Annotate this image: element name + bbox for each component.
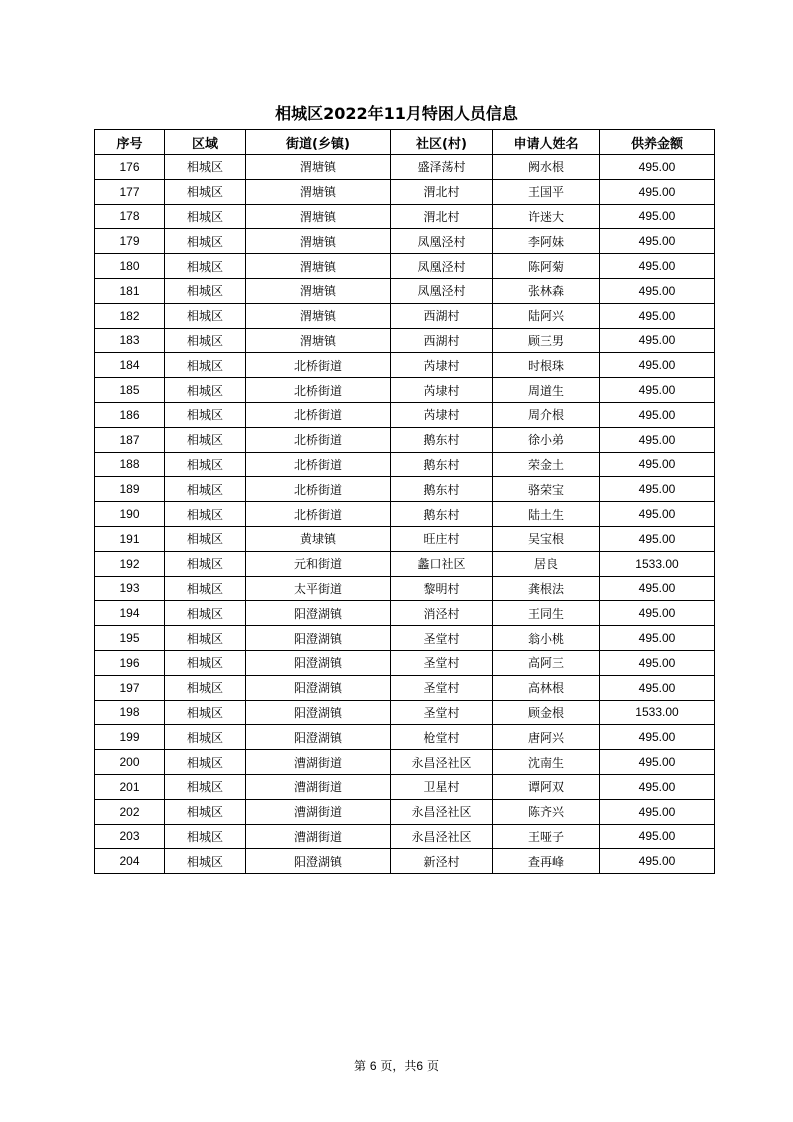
cell-district: 相城区	[165, 849, 246, 874]
table-row	[95, 254, 715, 279]
footer-current-page: 6	[369, 1059, 377, 1073]
cell-amount: 495.00	[600, 179, 715, 204]
roster-table	[94, 129, 715, 874]
table-row	[95, 353, 715, 378]
header-amount: 供养金额	[600, 130, 715, 155]
table-row	[95, 774, 715, 799]
cell-index: 200	[95, 750, 165, 775]
cell-community: 芮埭村	[391, 353, 493, 378]
cell-district: 相城区	[165, 229, 246, 254]
cell-street: 渭塘镇	[246, 179, 391, 204]
cell-amount: 495.00	[600, 650, 715, 675]
cell-name: 陈阿菊	[493, 254, 600, 279]
footer-prefix: 第	[354, 1059, 367, 1073]
page-footer	[0, 1058, 793, 1074]
cell-district: 相城区	[165, 774, 246, 799]
cell-name: 王同生	[493, 601, 600, 626]
cell-name: 周道生	[493, 378, 600, 403]
cell-name: 荣金土	[493, 452, 600, 477]
cell-community: 新泾村	[391, 849, 493, 874]
cell-district: 相城区	[165, 303, 246, 328]
cell-name: 时根珠	[493, 353, 600, 378]
cell-community: 卫星村	[391, 774, 493, 799]
cell-district: 相城区	[165, 254, 246, 279]
cell-street: 北桥街道	[246, 502, 391, 527]
cell-street: 北桥街道	[246, 353, 391, 378]
cell-community: 凤凰泾村	[391, 254, 493, 279]
cell-name: 沈南生	[493, 750, 600, 775]
cell-index: 180	[95, 254, 165, 279]
table-row	[95, 700, 715, 725]
cell-index: 184	[95, 353, 165, 378]
cell-community: 芮埭村	[391, 402, 493, 427]
cell-amount: 495.00	[600, 849, 715, 874]
cell-amount: 1533.00	[600, 551, 715, 576]
cell-amount: 1533.00	[600, 700, 715, 725]
cell-amount: 495.00	[600, 328, 715, 353]
cell-amount: 495.00	[600, 204, 715, 229]
cell-community: 永昌泾社区	[391, 824, 493, 849]
cell-community: 蠡口社区	[391, 551, 493, 576]
table-row	[95, 402, 715, 427]
cell-street: 渭塘镇	[246, 254, 391, 279]
cell-community: 圣堂村	[391, 626, 493, 651]
cell-community: 圣堂村	[391, 700, 493, 725]
footer-total-pages: 6	[416, 1059, 424, 1073]
cell-name: 陆土生	[493, 502, 600, 527]
cell-street: 黄埭镇	[246, 526, 391, 551]
cell-street: 渭塘镇	[246, 328, 391, 353]
table-row	[95, 303, 715, 328]
cell-index: 194	[95, 601, 165, 626]
table-row	[95, 179, 715, 204]
cell-street: 阳澄湖镇	[246, 601, 391, 626]
cell-index: 199	[95, 725, 165, 750]
cell-community: 消泾村	[391, 601, 493, 626]
cell-community: 永昌泾社区	[391, 750, 493, 775]
cell-street: 阳澄湖镇	[246, 725, 391, 750]
cell-street: 漕湖街道	[246, 824, 391, 849]
cell-street: 漕湖街道	[246, 799, 391, 824]
cell-index: 186	[95, 402, 165, 427]
footer-suffix: 页	[426, 1059, 439, 1073]
cell-name: 许迷大	[493, 204, 600, 229]
cell-name: 阙水根	[493, 155, 600, 180]
cell-amount: 495.00	[600, 750, 715, 775]
cell-index: 182	[95, 303, 165, 328]
table-row	[95, 725, 715, 750]
cell-index: 201	[95, 774, 165, 799]
cell-index: 188	[95, 452, 165, 477]
cell-street: 渭塘镇	[246, 229, 391, 254]
table-row	[95, 750, 715, 775]
table-row	[95, 477, 715, 502]
table-row	[95, 551, 715, 576]
cell-district: 相城区	[165, 626, 246, 651]
cell-amount: 495.00	[600, 675, 715, 700]
cell-district: 相城区	[165, 278, 246, 303]
table-row	[95, 328, 715, 353]
cell-street: 渭塘镇	[246, 303, 391, 328]
cell-amount: 495.00	[600, 799, 715, 824]
cell-index: 203	[95, 824, 165, 849]
cell-community: 永昌泾社区	[391, 799, 493, 824]
cell-district: 相城区	[165, 675, 246, 700]
cell-name: 张林森	[493, 278, 600, 303]
cell-name: 高阿三	[493, 650, 600, 675]
cell-name: 徐小弟	[493, 427, 600, 452]
table-header-row	[95, 130, 715, 155]
cell-street: 渭塘镇	[246, 204, 391, 229]
cell-index: 189	[95, 477, 165, 502]
cell-district: 相城区	[165, 204, 246, 229]
table-row	[95, 675, 715, 700]
cell-street: 北桥街道	[246, 378, 391, 403]
cell-name: 翁小桃	[493, 626, 600, 651]
cell-community: 渭北村	[391, 179, 493, 204]
cell-name: 高林根	[493, 675, 600, 700]
cell-community: 渭北村	[391, 204, 493, 229]
cell-district: 相城区	[165, 452, 246, 477]
cell-community: 鹅东村	[391, 477, 493, 502]
cell-community: 圣堂村	[391, 675, 493, 700]
page-title: 相城区2022年11月特困人员信息	[275, 104, 518, 123]
cell-street: 漕湖街道	[246, 750, 391, 775]
cell-community: 盛泽荡村	[391, 155, 493, 180]
cell-street: 阳澄湖镇	[246, 675, 391, 700]
cell-name: 顾三男	[493, 328, 600, 353]
table-row	[95, 278, 715, 303]
cell-district: 相城区	[165, 378, 246, 403]
table-row	[95, 849, 715, 874]
cell-index: 196	[95, 650, 165, 675]
cell-community: 圣堂村	[391, 650, 493, 675]
cell-district: 相城区	[165, 551, 246, 576]
cell-name: 居良	[493, 551, 600, 576]
cell-name: 陈齐兴	[493, 799, 600, 824]
cell-community: 鹅东村	[391, 502, 493, 527]
cell-community: 鹅东村	[391, 427, 493, 452]
cell-street: 北桥街道	[246, 402, 391, 427]
header-district: 区域	[165, 130, 246, 155]
cell-name: 查再峰	[493, 849, 600, 874]
table-row	[95, 229, 715, 254]
cell-name: 顾金根	[493, 700, 600, 725]
cell-amount: 495.00	[600, 254, 715, 279]
header-street: 街道(乡镇)	[246, 130, 391, 155]
cell-street: 北桥街道	[246, 427, 391, 452]
cell-amount: 495.00	[600, 576, 715, 601]
cell-community: 凤凰泾村	[391, 278, 493, 303]
cell-amount: 495.00	[600, 278, 715, 303]
table-row	[95, 576, 715, 601]
cell-community: 西湖村	[391, 328, 493, 353]
cell-community: 鹅东村	[391, 452, 493, 477]
table-row	[95, 155, 715, 180]
cell-district: 相城区	[165, 427, 246, 452]
cell-amount: 495.00	[600, 601, 715, 626]
cell-amount: 495.00	[600, 774, 715, 799]
table-row	[95, 626, 715, 651]
cell-district: 相城区	[165, 502, 246, 527]
cell-amount: 495.00	[600, 402, 715, 427]
header-name: 申请人姓名	[493, 130, 600, 155]
cell-index: 192	[95, 551, 165, 576]
table-row	[95, 799, 715, 824]
cell-name: 李阿妹	[493, 229, 600, 254]
cell-amount: 495.00	[600, 824, 715, 849]
cell-street: 渭塘镇	[246, 155, 391, 180]
cell-amount: 495.00	[600, 526, 715, 551]
cell-index: 179	[95, 229, 165, 254]
cell-amount: 495.00	[600, 725, 715, 750]
cell-index: 185	[95, 378, 165, 403]
cell-index: 187	[95, 427, 165, 452]
cell-index: 195	[95, 626, 165, 651]
cell-index: 191	[95, 526, 165, 551]
cell-district: 相城区	[165, 477, 246, 502]
cell-amount: 495.00	[600, 477, 715, 502]
cell-district: 相城区	[165, 353, 246, 378]
cell-index: 183	[95, 328, 165, 353]
table-row	[95, 824, 715, 849]
cell-street: 漕湖街道	[246, 774, 391, 799]
cell-street: 阳澄湖镇	[246, 849, 391, 874]
cell-district: 相城区	[165, 402, 246, 427]
cell-street: 阳澄湖镇	[246, 650, 391, 675]
cell-index: 197	[95, 675, 165, 700]
cell-index: 198	[95, 700, 165, 725]
cell-district: 相城区	[165, 601, 246, 626]
table-row	[95, 204, 715, 229]
cell-district: 相城区	[165, 179, 246, 204]
cell-amount: 495.00	[600, 427, 715, 452]
cell-community: 西湖村	[391, 303, 493, 328]
header-index: 序号	[95, 130, 165, 155]
table-row	[95, 650, 715, 675]
cell-amount: 495.00	[600, 378, 715, 403]
cell-street: 阳澄湖镇	[246, 700, 391, 725]
cell-index: 177	[95, 179, 165, 204]
table-body	[95, 155, 715, 874]
cell-district: 相城区	[165, 750, 246, 775]
cell-amount: 495.00	[600, 155, 715, 180]
cell-district: 相城区	[165, 328, 246, 353]
cell-name: 王国平	[493, 179, 600, 204]
cell-index: 181	[95, 278, 165, 303]
cell-name: 龚根法	[493, 576, 600, 601]
cell-street: 太平街道	[246, 576, 391, 601]
table-row	[95, 601, 715, 626]
cell-street: 渭塘镇	[246, 278, 391, 303]
cell-name: 吴宝根	[493, 526, 600, 551]
cell-street: 北桥街道	[246, 452, 391, 477]
cell-district: 相城区	[165, 526, 246, 551]
cell-street: 元和街道	[246, 551, 391, 576]
cell-community: 芮埭村	[391, 378, 493, 403]
table-row	[95, 427, 715, 452]
header-community: 社区(村)	[391, 130, 493, 155]
cell-community: 枪堂村	[391, 725, 493, 750]
cell-name: 周介根	[493, 402, 600, 427]
cell-index: 204	[95, 849, 165, 874]
cell-community: 旺庄村	[391, 526, 493, 551]
cell-name: 骆荣宝	[493, 477, 600, 502]
cell-amount: 495.00	[600, 229, 715, 254]
cell-amount: 495.00	[600, 452, 715, 477]
cell-district: 相城区	[165, 155, 246, 180]
cell-index: 202	[95, 799, 165, 824]
table-row	[95, 526, 715, 551]
cell-name: 王哑子	[493, 824, 600, 849]
cell-name: 唐阿兴	[493, 725, 600, 750]
cell-street: 阳澄湖镇	[246, 626, 391, 651]
cell-amount: 495.00	[600, 626, 715, 651]
table-row	[95, 452, 715, 477]
cell-index: 176	[95, 155, 165, 180]
cell-index: 178	[95, 204, 165, 229]
cell-district: 相城区	[165, 799, 246, 824]
cell-amount: 495.00	[600, 303, 715, 328]
cell-name: 谭阿双	[493, 774, 600, 799]
cell-community: 凤凰泾村	[391, 229, 493, 254]
cell-index: 193	[95, 576, 165, 601]
cell-amount: 495.00	[600, 502, 715, 527]
cell-community: 黎明村	[391, 576, 493, 601]
cell-district: 相城区	[165, 700, 246, 725]
table-row	[95, 378, 715, 403]
cell-district: 相城区	[165, 576, 246, 601]
footer-middle: 页，共	[380, 1059, 417, 1073]
cell-district: 相城区	[165, 824, 246, 849]
cell-name: 陆阿兴	[493, 303, 600, 328]
cell-district: 相城区	[165, 725, 246, 750]
cell-district: 相城区	[165, 650, 246, 675]
cell-amount: 495.00	[600, 353, 715, 378]
cell-index: 190	[95, 502, 165, 527]
table-row	[95, 502, 715, 527]
cell-street: 北桥街道	[246, 477, 391, 502]
